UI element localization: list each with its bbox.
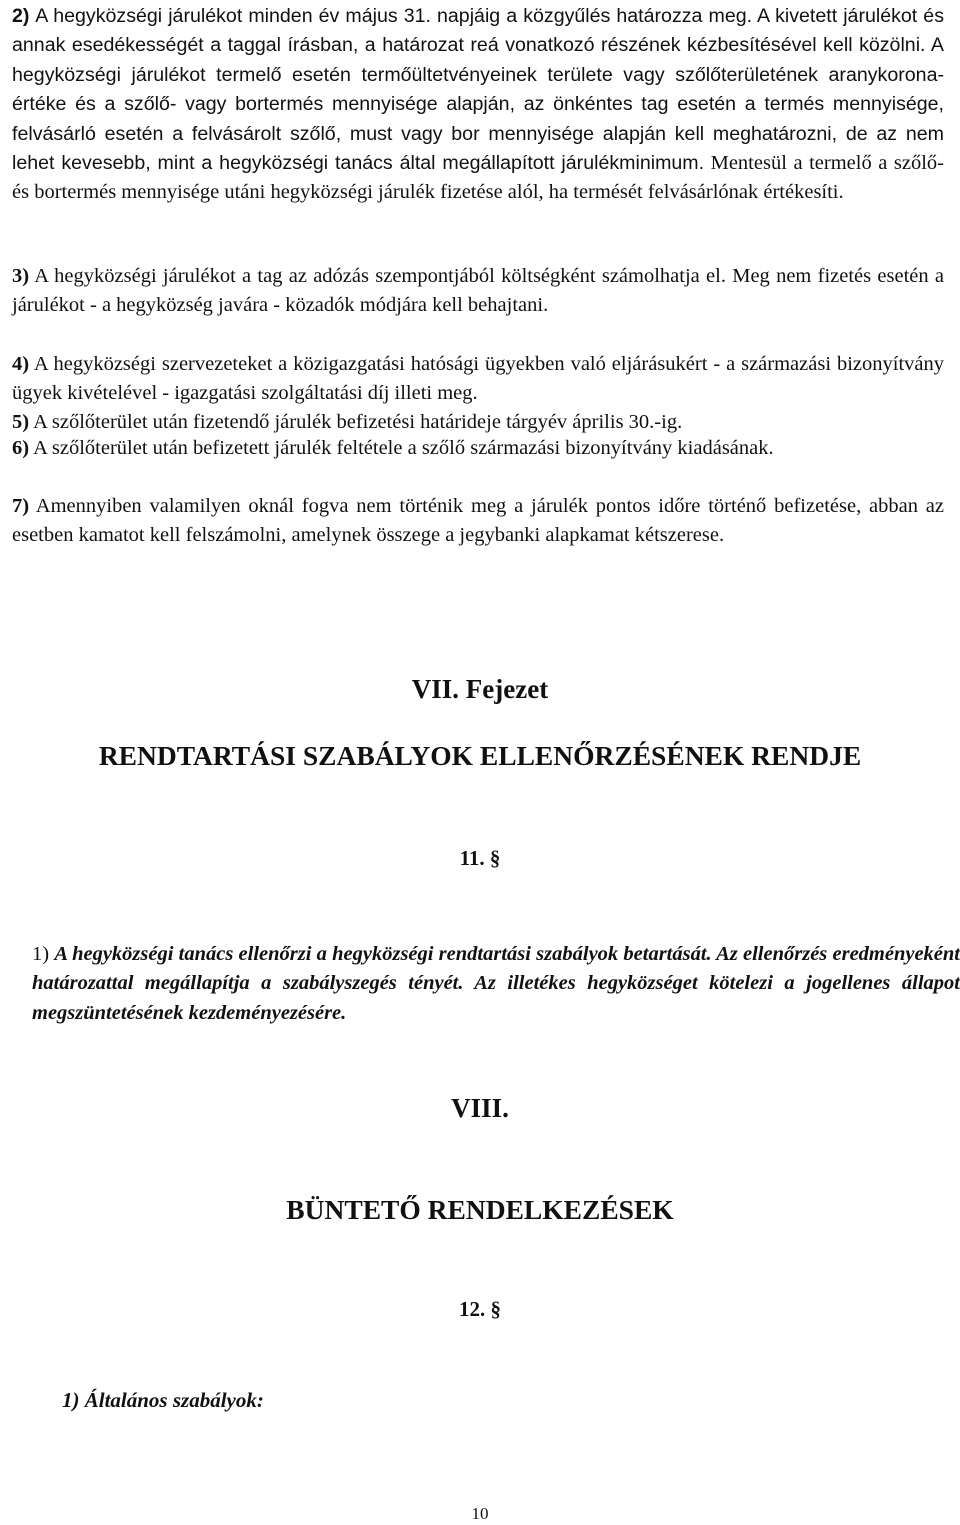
paragraph-text: A hegyközségi járulékot a tag az adózás szempontjából költségként számolhatja el. Meg nem fizetés esetén a járulékot - a hegyközség javára - közadók módjára kell behajtani.: [12, 265, 944, 317]
paragraph-text: A szőlőterület után befizetett járulék feltétele a szőlő származási bizonyítvány kiadásának.: [33, 437, 774, 459]
section-heading: 12. §: [459, 1297, 501, 1321]
paragraph-number: 4): [12, 353, 30, 375]
paragraph-7: [12, 492, 944, 551]
chapter-heading: VIII.: [451, 1093, 509, 1123]
paragraph-2: [12, 2, 944, 208]
paragraph-number: 3): [12, 265, 30, 287]
paragraph-number: 5): [12, 411, 30, 433]
rule-paragraph: [32, 940, 960, 1028]
chapter-heading: VII. Fejezet: [411, 674, 549, 704]
paragraph-number: 7): [12, 495, 30, 517]
page-number: 10: [471, 1504, 489, 1523]
paragraph-text: A hegyközségi szervezeteket a közigazgatási hatósági ügyekben való eljárásukért - a származási bizonyítvány ügyek kivételével - igazgatási szolgáltatási díj illeti meg.: [12, 353, 944, 405]
paragraph-text: A hegyközségi tanács ellenőrzi a hegyközségi rendtartási szabályok betartását. Az ellenőrzés eredményeként határozattal megállapítja a szabályszegés tényét. Az illetékes hegyközséget kötelezi a jogellenes állapot megszüntetésének kezdeményezésére.: [32, 943, 960, 1024]
paragraph-5: [12, 408, 944, 437]
chapter-title: BÜNTETŐ RENDELKEZÉSEK: [286, 1194, 674, 1225]
section-heading: 11. §: [459, 846, 501, 870]
paragraph-text-sans: A hegyközségi járulékot minden év május 31. napjáig a közgyűlés határozza meg. A kivetett járulékot és annak esedékességét a taggal írásban, a határozat reá vonatkozó részének kézbesítésével kell közölni. A hegyközségi járulékot termelő esetén termőültetvényeinek területe vagy szőlőterületének aranykorona-értéke és a szőlő- vagy bortermés mennyisége alapján, az önkéntes tag esetén a termés mennyisége, felvásárló esetén a felvásárolt szőlő, must vagy bor mennyisége alapján kell meghatározni, de az nem lehet kevesebb, mint a hegyközségi tanács által megállapított járulékminimum.: [12, 5, 945, 175]
paragraph-4: [12, 350, 944, 409]
paragraph-number: 1): [32, 943, 50, 965]
paragraph-number: 6): [12, 437, 30, 459]
paragraph-text: Amennyiben valamilyen oknál fogva nem történik meg a járulék pontos időre történő befizetése, abban az esetben kamatot kell felszámolni, amelynek összege a jegybanki alapkamat kétszerese.: [12, 495, 944, 547]
subsection-heading: 1) Általános szabályok:: [62, 1388, 264, 1412]
paragraph-text: A szőlőterület után fizetendő járulék befizetési határideje tárgyév április 30.-ig.: [33, 411, 683, 433]
paragraph-text-serif: Mentesül a termelő a szőlő- és bortermés mennyisége utáni hegyközségi járulék fizetése alól, ha termését felvásárlónak értékesíti.: [12, 152, 944, 204]
paragraph-number: 2): [12, 5, 30, 27]
chapter-title: RENDTARTÁSI SZABÁLYOK ELLENŐRZÉSÉNEK RENDJE: [98, 740, 862, 771]
paragraph-6: [12, 434, 944, 463]
paragraph-3: [12, 262, 944, 321]
